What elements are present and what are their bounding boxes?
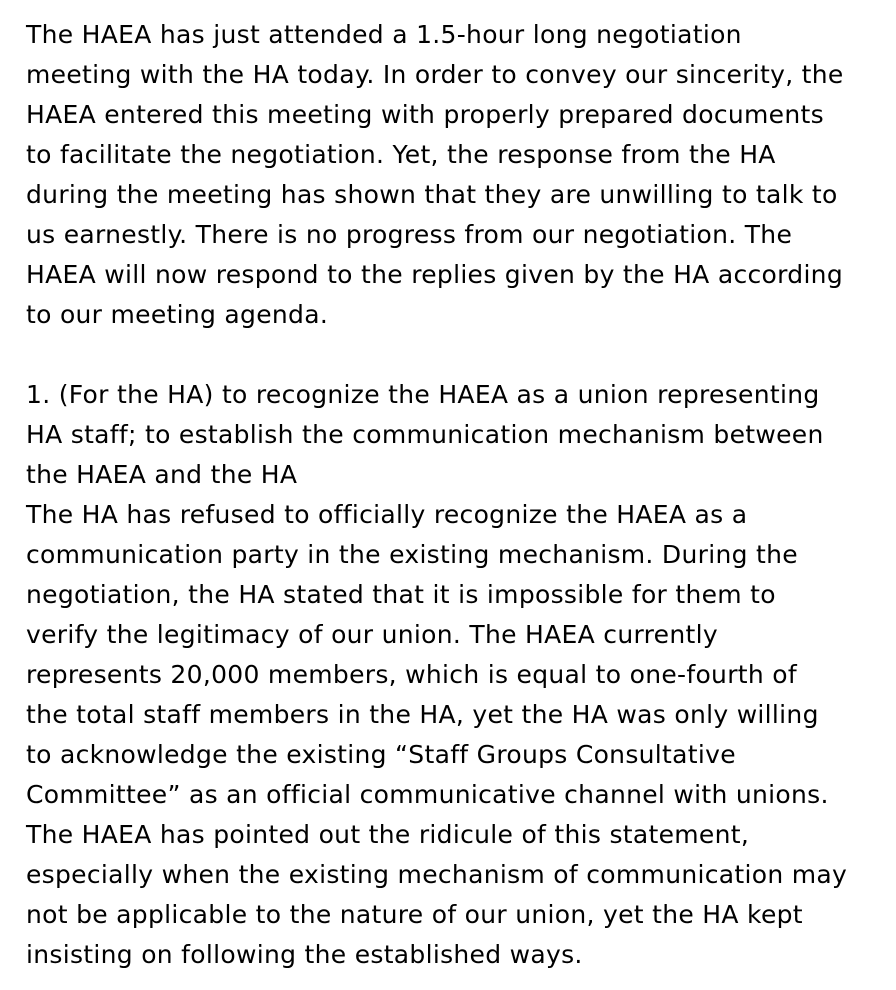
- text-line: The HAEA has just attended a 1.5-hour long negotiation: [26, 20, 742, 49]
- text-line: to facilitate the negotiation. Yet, the response from the HA: [26, 140, 776, 169]
- text-line: verify the legitimacy of our union. The HAEA currently: [26, 620, 718, 649]
- text-line: 1. (For the HA) to recognize the HAEA as a union representing: [26, 380, 820, 409]
- text-line: the total staff members in the HA, yet the HA was only willing: [26, 700, 819, 729]
- text-line: the HAEA and the HA: [26, 460, 298, 489]
- text-line: to acknowledge the existing “Staff Groups Consultative: [26, 740, 736, 769]
- text-line: Committee” as an official communicative channel with unions.: [26, 780, 829, 809]
- intro-paragraph: [26, 15, 886, 335]
- agenda-item-heading: [26, 375, 886, 495]
- document-body: [26, 15, 886, 975]
- text-line: to our meeting agenda.: [26, 300, 329, 329]
- text-line: represents 20,000 members, which is equal to one-fourth of: [26, 660, 797, 689]
- text-line: The HAEA has pointed out the ridicule of this statement,: [26, 820, 750, 849]
- text-line: us earnestly. There is no progress from our negotiation. The: [26, 220, 793, 249]
- text-line: not be applicable to the nature of our union, yet the HA kept: [26, 900, 803, 929]
- text-line: HAEA entered this meeting with properly prepared documents: [26, 100, 824, 129]
- text-line: communication party in the existing mechanism. During the: [26, 540, 798, 569]
- text-line: meeting with the HA today. In order to convey our sincerity, the: [26, 60, 844, 89]
- text-line: insisting on following the established ways.: [26, 940, 583, 969]
- text-line: especially when the existing mechanism of communication may: [26, 860, 848, 889]
- paragraph-gap: [26, 335, 886, 375]
- text-line: during the meeting has shown that they are unwilling to talk to: [26, 180, 838, 209]
- agenda-item-response: [26, 495, 886, 975]
- text-line: HAEA will now respond to the replies given by the HA according: [26, 260, 844, 289]
- text-line: HA staff; to establish the communication mechanism between: [26, 420, 824, 449]
- agenda-item-1: [26, 375, 886, 975]
- text-line: The HA has refused to officially recognize the HAEA as a: [26, 500, 748, 529]
- text-line: negotiation, the HA stated that it is impossible for them to: [26, 580, 776, 609]
